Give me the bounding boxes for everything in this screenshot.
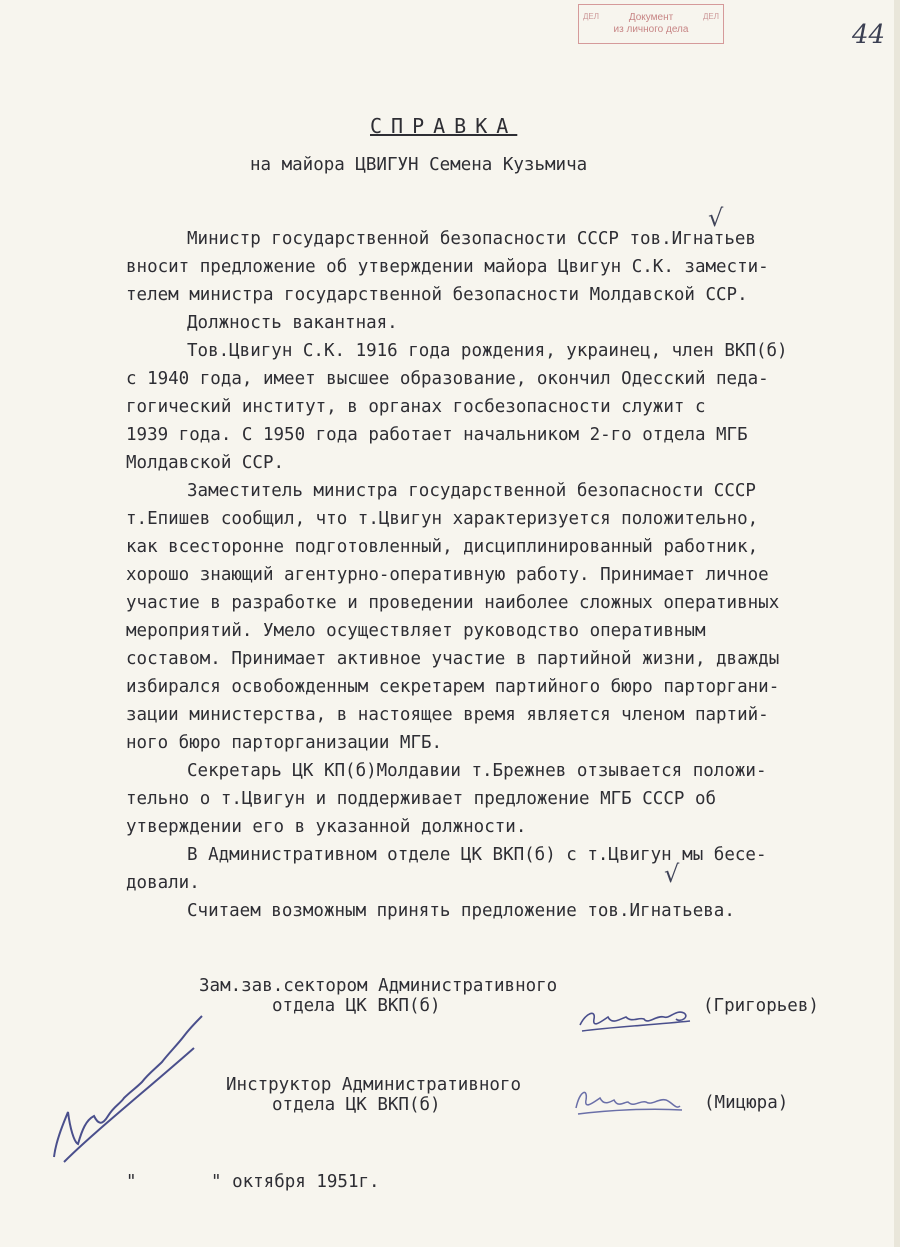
body-line: как всесторонне подготовленный, дисциплинированный работник, xyxy=(126,537,759,557)
date-text: " октября 1951г. xyxy=(211,1172,380,1192)
body-line: Считаем возможным принять предложение тов.Игнатьева. xyxy=(187,901,735,921)
body-line: Заместитель министра государственной безопасности СССР xyxy=(187,481,756,501)
body-line: с 1940 года, имеет высшее образование, окончил Одесский педа- xyxy=(126,369,769,389)
body-line: гогический институт, в органах госбезопасности служит с xyxy=(126,397,706,417)
body-line: зации министерства, в настоящее время является членом партий- xyxy=(126,705,769,725)
body-line: Секретарь ЦК КП(б)Молдавии т.Брежнев отзывается положи- xyxy=(187,761,767,781)
date-open-quote: " xyxy=(126,1172,137,1192)
body-line: Тов.Цвигун С.К. 1916 года рождения, украинец, член ВКП(б) xyxy=(187,341,788,361)
signer-1-role-line-2: отдела ЦК ВКП(б) xyxy=(272,996,441,1016)
stamp-line-2: из личного дела xyxy=(613,24,689,35)
body-line: мероприятий. Умело осуществляет руководство оперативным xyxy=(126,621,706,641)
document-title: СПРАВКА xyxy=(370,114,518,138)
signer-2-role-line-1: Инструктор Административного xyxy=(226,1075,522,1095)
body-line: ного бюро парторганизации МГБ. xyxy=(126,733,443,753)
body-line: утверждении его в указанной должности. xyxy=(126,817,527,837)
checkmark-top: √ xyxy=(708,204,724,232)
body-line: избирался освобожденным секретарем партийного бюро парторгани- xyxy=(126,677,780,697)
body-line: т.Епишев сообщил, что т.Цвигун характеризуется положительно, xyxy=(126,509,759,529)
signer-1-role-line-1: Зам.зав.сектором Административного xyxy=(199,976,558,996)
signature-margin xyxy=(44,1012,209,1167)
stamp-side-left: ДЕЛ xyxy=(583,12,600,21)
signer-2-role-line-2: отдела ЦК ВКП(б) xyxy=(272,1095,441,1115)
body-line: 1939 года. С 1950 года работает начальником 2-го отдела МГБ xyxy=(126,425,748,445)
stamp-line-1: Документ xyxy=(628,12,674,23)
body-line: вносит предложение об утверждении майора Цвигун С.К. замести- xyxy=(126,257,769,277)
checkmark-bottom: √ xyxy=(664,860,680,888)
body-line: В Административном отделе ЦК ВКП(б) с т.Цвигун мы бесе- xyxy=(187,845,767,865)
body-line: хорошо знающий агентурно-оперативную работу. Принимает личное xyxy=(126,565,769,585)
signer-2-name: (Мицюра) xyxy=(704,1093,789,1113)
body-line: довали. xyxy=(126,873,200,893)
page-edge xyxy=(894,0,900,1247)
body-line: Министр государственной безопасности СССР тов.Игнатьев xyxy=(187,229,756,249)
page-number: 44 xyxy=(852,20,886,50)
body-line: участие в разработке и проведении наиболее сложных оперативных xyxy=(126,593,780,613)
stamp-side-right: ДЕЛ xyxy=(702,12,719,21)
document-subtitle: на майора ЦВИГУН Семена Кузьмича xyxy=(250,155,588,175)
signature-mitsyura xyxy=(570,1080,690,1120)
body-line: тельно о т.Цвигун и поддерживает предложение МГБ СССР об xyxy=(126,789,717,809)
body-line: Молдавской ССР. xyxy=(126,453,285,473)
archive-stamp xyxy=(578,4,724,44)
body-line: составом. Принимает активное участие в партийной жизни, дважды xyxy=(126,649,780,669)
signer-1-name: (Григорьев) xyxy=(703,996,819,1016)
body-line: телем министра государственной безопасности Молдавской ССР. xyxy=(126,285,748,305)
body-line: Должность вакантная. xyxy=(187,313,398,333)
signature-grigoriev xyxy=(572,995,702,1045)
